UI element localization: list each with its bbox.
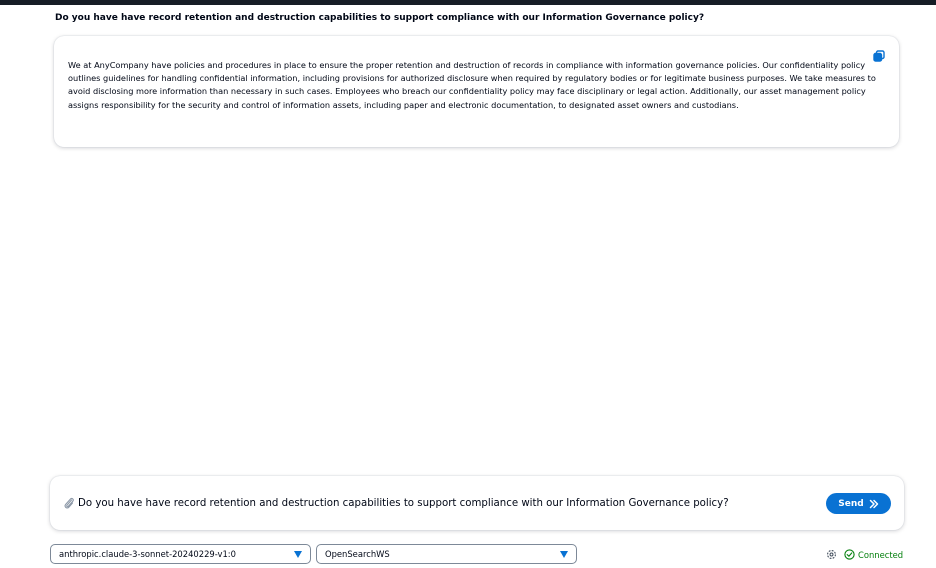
caret-down-icon bbox=[560, 551, 568, 558]
paperclip-icon[interactable] bbox=[63, 496, 75, 510]
knowledge-base-select[interactable] bbox=[316, 544, 577, 564]
question-title: Do you have have record retention and destruction capabilities to support compliance with our Information Governance policy? bbox=[55, 13, 705, 23]
send-button[interactable] bbox=[826, 493, 891, 514]
send-button-label: Send bbox=[838, 498, 864, 509]
connection-status bbox=[844, 549, 903, 560]
answer-text: We at AnyCompany have policies and procedures in place to ensure the proper retention and destruction of records in compliance with information governance policies. Our confidentiality policy outlines guidelines for handling confidential information, including provisions for authorized disclosure when required by regulatory bodies or for legitimate business purposes. We take measures to avoid disclosing more information than necessary in such cases. Employees who breach our confidentiality policy may face disciplinary or legal action. Additionally, our asset management policy assigns responsibility for the security and control of information assets, including paper and electronic documentation, to designated asset owners and custodians. bbox=[68, 60, 876, 110]
knowledge-base-select-value: OpenSearchWS bbox=[325, 549, 390, 559]
prompt-input[interactable] bbox=[78, 494, 818, 512]
answer-card bbox=[54, 36, 899, 147]
prompt-box bbox=[50, 476, 904, 530]
model-select[interactable] bbox=[50, 544, 311, 564]
top-navigation-bar bbox=[0, 0, 936, 5]
model-select-value: anthropic.claude-3-sonnet-20240229-v1:0 bbox=[59, 549, 236, 559]
connection-status-label: Connected bbox=[858, 549, 904, 560]
caret-down-icon bbox=[294, 551, 302, 558]
check-circle-icon bbox=[844, 549, 855, 560]
double-chevron-right-icon bbox=[869, 499, 879, 509]
gear-icon[interactable] bbox=[826, 549, 837, 560]
